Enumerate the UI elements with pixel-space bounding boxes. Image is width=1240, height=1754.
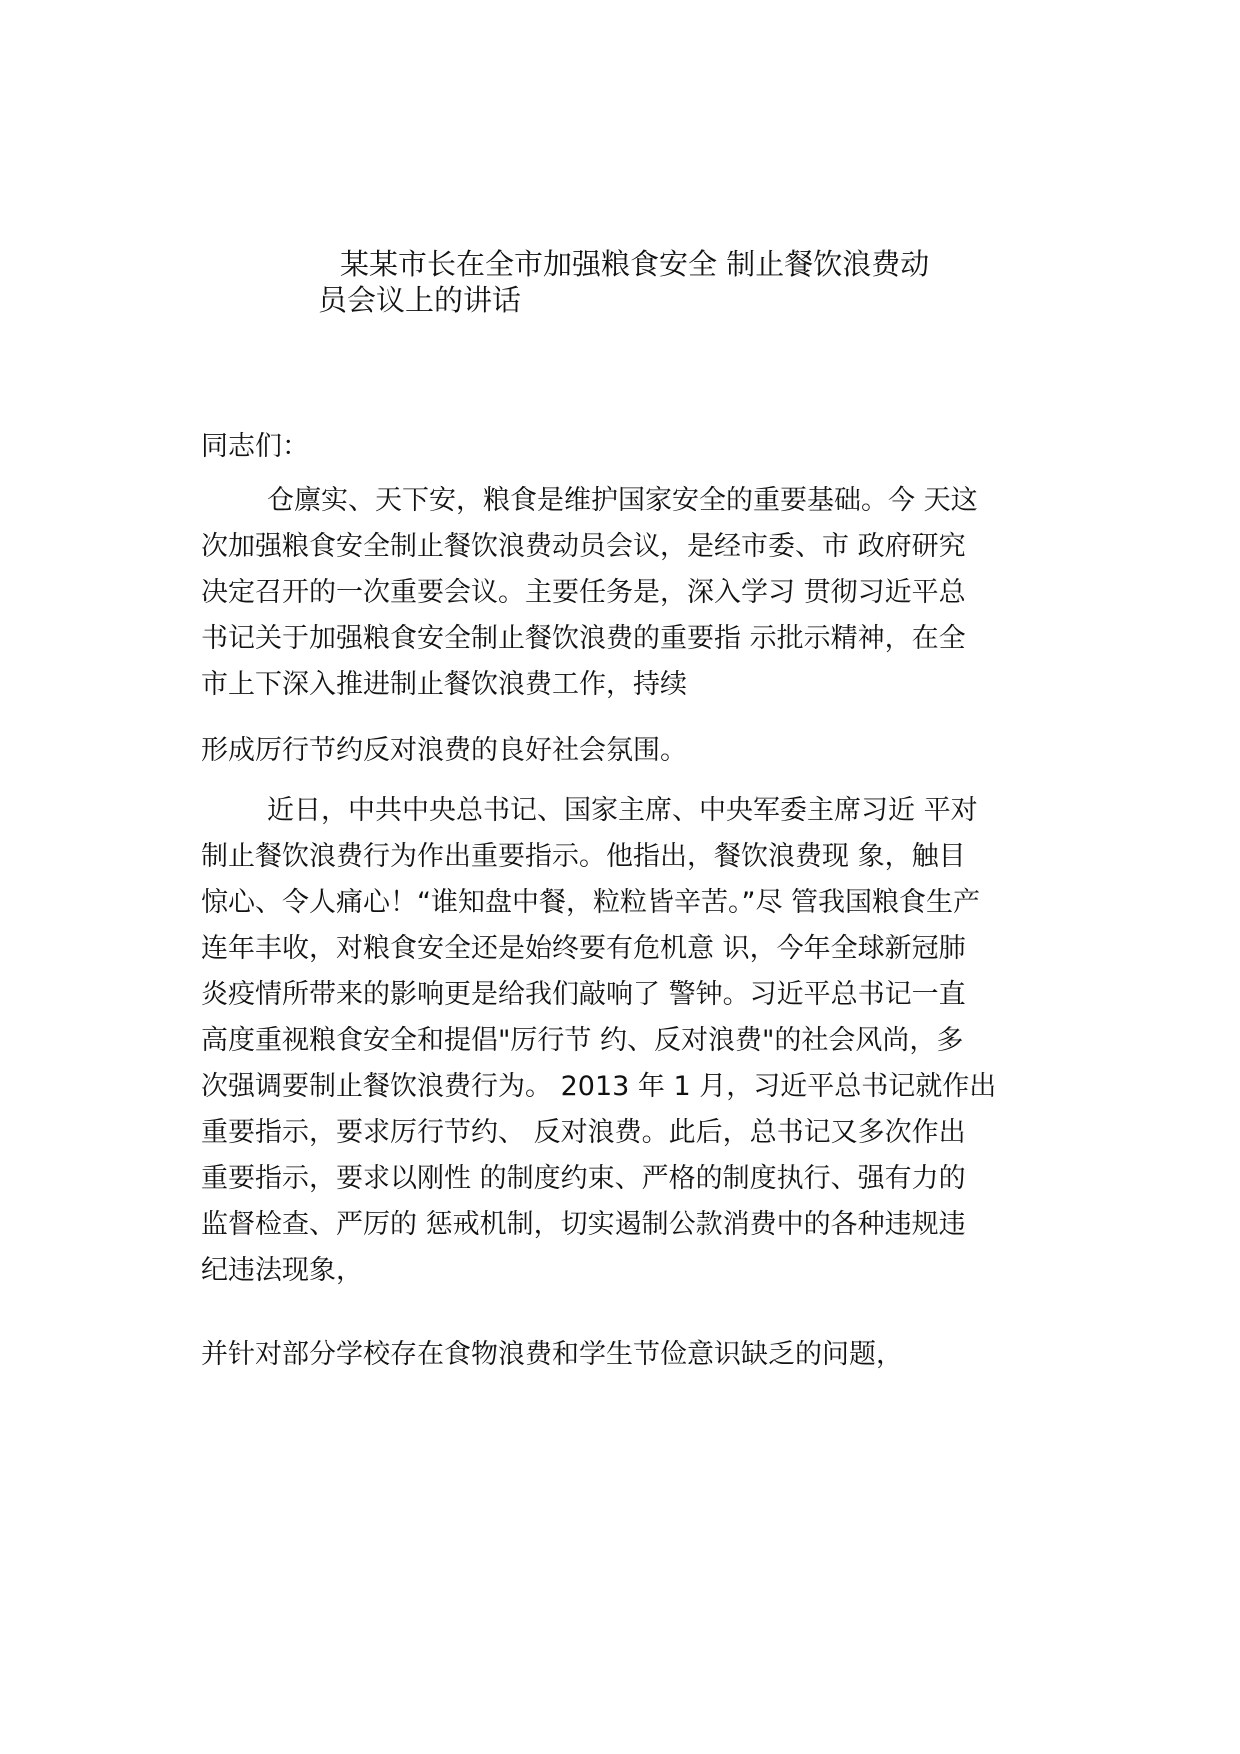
paragraph-line: 次强调要制止餐饮浪费行为。 2013 年 1 月，习近平总书记就作出 [201, 1071, 997, 1102]
paragraph-2-continued [201, 1332, 1081, 1378]
paragraph-1-continued [201, 728, 1081, 774]
paragraph-line: 近日，中共中央总书记、国家主席、中央军委主席习近 平对 [267, 795, 978, 826]
salutation: 同志们： [201, 431, 309, 462]
paragraph-line: 高度重视粮食安全和提倡"厉行节 约、反对浪费"的社会风尚，多 [201, 1025, 964, 1056]
paragraph-line: 并针对部分学校存在食物浪费和学生节俭意识缺乏的问题， [201, 1339, 903, 1370]
paragraph-line: 市上下深入推进制止餐饮浪费工作，持续 [201, 669, 687, 700]
paragraph-line: 重要指示，要求以刚性 的制度约束、严格的制度执行、强有力的 [201, 1163, 966, 1194]
paragraph-line: 纪违法现象， [201, 1255, 363, 1286]
paragraph-line: 监督检查、严厉的 惩戒机制，切实遏制公款消费中的各种违规违 [201, 1209, 966, 1240]
paragraph-line: 重要指示，要求厉行节约、 反对浪费。此后，总书记又多次作出 [201, 1117, 966, 1148]
paragraph-line: 决定召开的一次重要会议。主要任务是，深入学习 贯彻习近平总 [201, 577, 966, 608]
paragraph-line: 形成厉行节约反对浪费的良好社会氛围。 [201, 735, 687, 766]
paragraph-line: 制止餐饮浪费行为作出重要指示。他指出，餐饮浪费现 象，触目 [201, 841, 966, 872]
paragraph-line: 连年丰收，对粮食安全还是始终要有危机意 识，今年全球新冠肺 [201, 933, 966, 964]
document-title-line-1: 某某市长在全市加强粮食安全 制止餐饮浪费动 [340, 247, 930, 281]
paragraph-2 [201, 788, 1081, 1294]
document-title-line-2: 员会议上的讲话 [318, 283, 522, 317]
paragraph-line: 炎疫情所带来的影响更是给我们敲响了 警钟。习近平总书记一直 [201, 979, 966, 1010]
paragraph-line: 惊心、令人痛心！“谁知盘中餐，粒粒皆辛苦。”尽 管我国粮食生产 [201, 887, 981, 918]
paragraph-line: 仓廪实、天下安，粮食是维护国家安全的重要基础。今 天这 [267, 485, 978, 516]
paragraph-line: 次加强粮食安全制止餐饮浪费动员会议，是经市委、市 政府研究 [201, 531, 966, 562]
paragraph-line: 书记关于加强粮食安全制止餐饮浪费的重要指 示批示精神，在全 [201, 623, 966, 654]
paragraph-1 [201, 478, 1081, 708]
